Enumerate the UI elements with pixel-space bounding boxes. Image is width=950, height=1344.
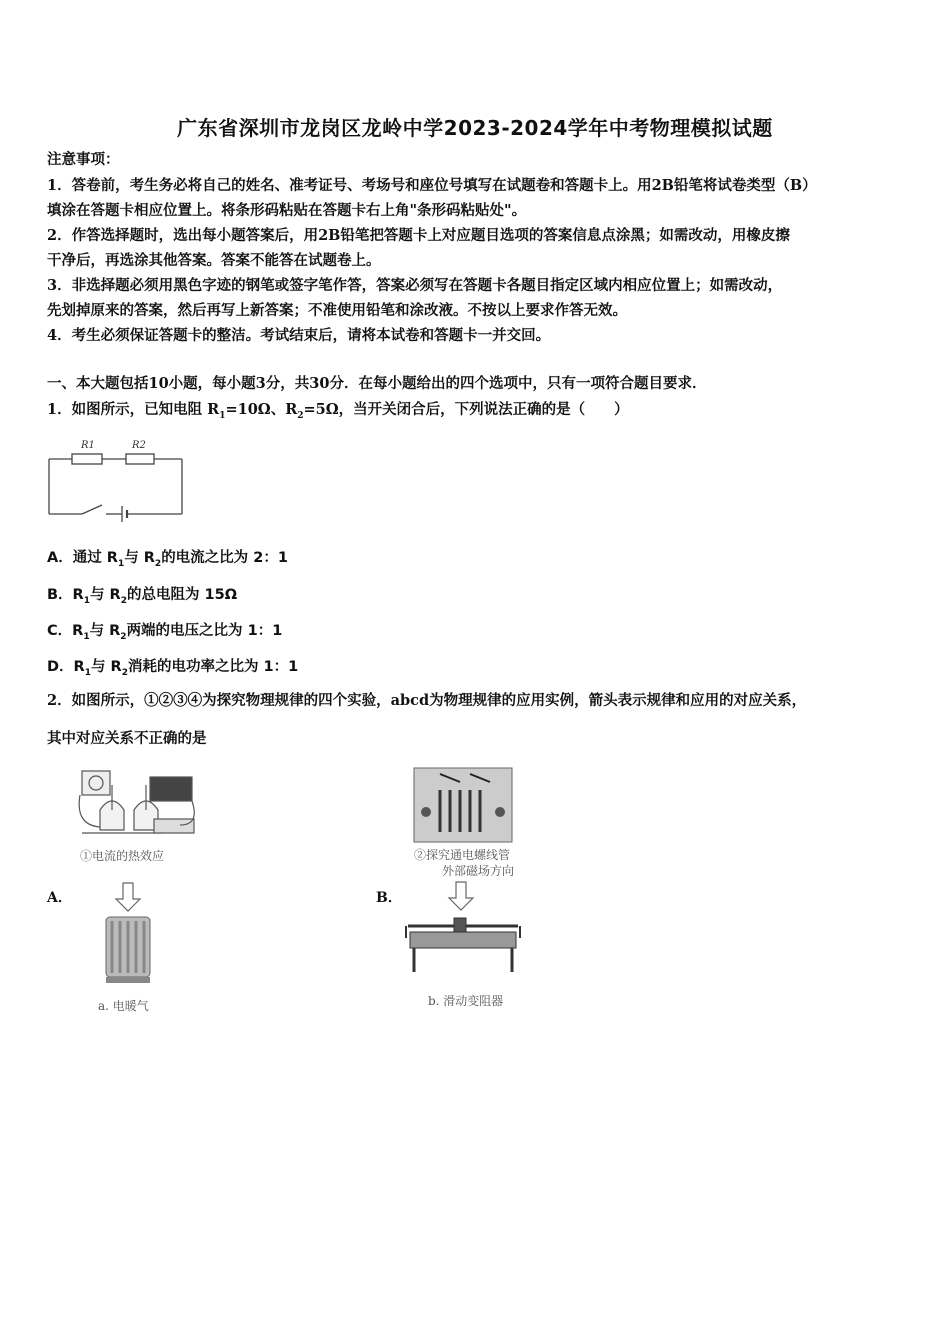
figure-b-bottom-caption: b. 滑动变阻器 [428, 994, 504, 1008]
electric-heater-icon [106, 917, 150, 983]
circuit-diagram [44, 432, 189, 524]
section-heading: 一、本大题包括10小题，每小题3分，共30分．在每小题给出的四个选项中，只有一项符合题目要求． [47, 375, 707, 392]
arrow-down-icon [449, 882, 473, 910]
resistor-r2-label: R2 [132, 440, 146, 451]
q2-option-a-label[interactable]: A． [47, 890, 72, 906]
figure-a-top-caption: ①电流的热效应 [80, 849, 165, 863]
figure-a-bottom-caption: a. 电暖气 [98, 999, 149, 1013]
figure-b-top-caption-2: 外部磁场方向 [442, 864, 515, 878]
page-title: 广东省深圳市龙岗区龙岭中学2023-2024学年中考物理模拟试题 [177, 116, 773, 140]
notice-line: 2．作答选择题时，选出每小题答案后，用2B铅笔把答题卡上对应题目选项的答案信息点涂黑；如需改动，用橡皮擦 [47, 227, 790, 244]
notice-line: 干净后，再选涂其他答案。答案不能答在试题卷上。 [47, 252, 381, 269]
question-2-stem-line2: 其中对应关系不正确的是 [47, 730, 207, 747]
option-c[interactable]: C．$R_1$与 $R_2$两端的电压之比为 1：1 [47, 623, 283, 642]
figure-b-solenoid [400, 760, 540, 1015]
rheostat-icon [154, 819, 194, 833]
notice-heading: 注意事项： [47, 151, 120, 168]
option-b[interactable]: B．$R_1$与 $R_2$的总电阻为 15Ω [47, 587, 238, 606]
question-2-stem-line1: 2．如图所示，①②③④为探究物理规律的四个实验，abcd为物理规律的应用实例，箭头表示规律和应用的对应关系， [47, 692, 807, 709]
notice-line: 1．答卷前，考生务必将自己的姓名、准考证号、考场号和座位号填写在试题卷和答题卡上。用2B铅笔将试卷类型（B） [47, 177, 817, 194]
figure-a-heat-effect [70, 765, 205, 1020]
notice-line: 填涂在答题卡相应位置上。将条形码粘贴在答题卡右上角"条形码粘贴处"。 [47, 202, 527, 219]
resistor-r1-label: R1 [81, 440, 95, 451]
resistor-r1 [72, 454, 102, 464]
solenoid-photo-icon [414, 768, 512, 842]
notice-line: 先划掉原来的答案，然后再写上新答案；不准使用铅笔和涂改液。不按以上要求作答无效。 [47, 302, 627, 319]
q2-option-b-label[interactable]: B． [376, 890, 402, 906]
ammeter-icon [82, 771, 110, 795]
question-1-stem: 1．如图所示，已知电阻 $R_1=10\Omega$、$R_2=5\Omega$，当开关闭合后，下列说法正确的是（ ） [47, 401, 629, 421]
power-supply-icon [150, 777, 192, 801]
arrow-down-icon [116, 883, 140, 911]
option-d[interactable]: D．$R_1$与 $R_2$消耗的电功率之比为 1：1 [47, 659, 299, 678]
option-a[interactable]: A．通过 $R_1$与 $R_2$的电流之比为 2：1 [47, 550, 288, 569]
resistor-r2 [126, 454, 154, 464]
figure-b-top-caption-1: ②探究通电螺线管 [414, 848, 511, 862]
sliding-rheostat-icon [406, 918, 520, 972]
notice-line: 4．考生必须保证答题卡的整洁。考试结束后，请将本试卷和答题卡一并交回。 [47, 327, 551, 344]
switch-lever [82, 505, 102, 514]
notice-line: 3．非选择题必须用黑色字迹的钢笔或签字笔作答，答案必须写在答题卡各题目指定区域内相应位置上；如需改动， [47, 277, 783, 294]
